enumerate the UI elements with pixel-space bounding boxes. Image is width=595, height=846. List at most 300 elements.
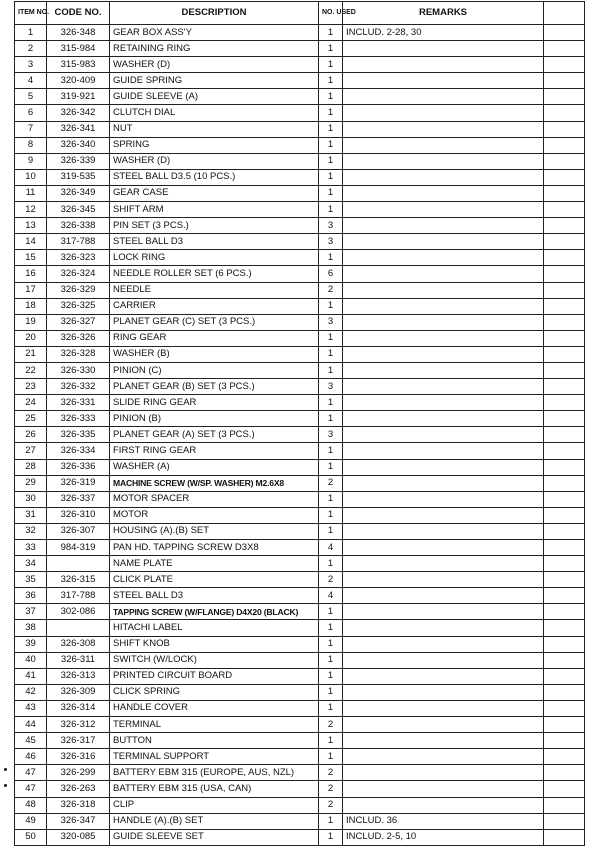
- bullet-mark: [4, 784, 7, 787]
- item-no-cell: 41: [15, 668, 47, 684]
- no-used-cell: 2: [319, 475, 343, 491]
- table-row: [15, 765, 585, 781]
- table-row: [15, 202, 585, 218]
- no-used-cell: 1: [319, 41, 343, 57]
- remarks-cell: [343, 781, 544, 797]
- table-row: [15, 169, 585, 185]
- item-no-cell: 40: [15, 652, 47, 668]
- item-no-cell: 10: [15, 169, 47, 185]
- no-used-cell: 1: [319, 330, 343, 346]
- remarks-cell: [343, 620, 544, 636]
- item-no-cell: 20: [15, 330, 47, 346]
- description-cell: BATTERY EBM 315 (USA, CAN): [110, 781, 319, 797]
- item-no-cell: 22: [15, 362, 47, 378]
- description-cell: GUIDE SPRING: [110, 73, 319, 89]
- remarks-cell: [343, 185, 544, 201]
- table-row: [15, 459, 585, 475]
- remarks-cell: [343, 282, 544, 298]
- table-row: [15, 781, 585, 797]
- code-no-cell: 326-326: [47, 330, 110, 346]
- table-row: [15, 185, 585, 201]
- code-no-cell: 326-339: [47, 153, 110, 169]
- description-cell: HANDLE COVER: [110, 700, 319, 716]
- no-used-cell: 2: [319, 765, 343, 781]
- description-cell: PINION (C): [110, 362, 319, 378]
- item-no-cell: 47: [15, 765, 47, 781]
- table-row: [15, 540, 585, 556]
- item-no-cell: 21: [15, 346, 47, 362]
- code-no-cell: 326-335: [47, 427, 110, 443]
- remarks-cell: [343, 507, 544, 523]
- blank-cell: [544, 218, 585, 234]
- description-cell: WASHER (B): [110, 346, 319, 362]
- item-no-cell: 19: [15, 314, 47, 330]
- code-no-cell: 326-342: [47, 105, 110, 121]
- description-cell: RING GEAR: [110, 330, 319, 346]
- blank-cell: [544, 829, 585, 845]
- code-no-cell: 326-331: [47, 395, 110, 411]
- description-cell: PINION (B): [110, 411, 319, 427]
- blank-cell: [544, 330, 585, 346]
- table-row: [15, 733, 585, 749]
- description-cell: CARRIER: [110, 298, 319, 314]
- item-no-cell: 37: [15, 604, 47, 620]
- blank-cell: [544, 379, 585, 395]
- no-used-cell: 1: [319, 411, 343, 427]
- blank-cell: [544, 540, 585, 556]
- description-cell: STEEL BALL D3: [110, 234, 319, 250]
- table-row: [15, 572, 585, 588]
- code-no-cell: 326-311: [47, 652, 110, 668]
- item-no-cell: 7: [15, 121, 47, 137]
- blank-cell: [544, 475, 585, 491]
- remarks-cell: [343, 797, 544, 813]
- code-no-cell: 326-314: [47, 700, 110, 716]
- no-used-cell: 1: [319, 89, 343, 105]
- no-used-cell: 1: [319, 105, 343, 121]
- code-no-cell: 326-347: [47, 813, 110, 829]
- no-used-cell: 1: [319, 346, 343, 362]
- blank-cell: [544, 73, 585, 89]
- description-cell: PRINTED CIRCUIT BOARD: [110, 668, 319, 684]
- parts-list-table: [14, 1, 585, 846]
- remarks-cell: [343, 427, 544, 443]
- blank-cell: [544, 250, 585, 266]
- remarks-cell: [343, 636, 544, 652]
- table-row: [15, 395, 585, 411]
- table-row: [15, 652, 585, 668]
- blank-cell: [544, 507, 585, 523]
- description-cell: PIN SET (3 PCS.): [110, 218, 319, 234]
- code-no-cell: 326-315: [47, 572, 110, 588]
- blank-cell: [544, 781, 585, 797]
- no-used-cell: 1: [319, 57, 343, 73]
- blank-cell: [544, 427, 585, 443]
- table-row: [15, 507, 585, 523]
- description-cell: BUTTON: [110, 733, 319, 749]
- table-row: [15, 346, 585, 362]
- blank-cell: [544, 556, 585, 572]
- remarks-cell: [343, 475, 544, 491]
- table-row: [15, 298, 585, 314]
- description-cell: STEEL BALL D3.5 (10 PCS.): [110, 169, 319, 185]
- table-row: [15, 234, 585, 250]
- remarks-cell: [343, 121, 544, 137]
- remarks-cell: [343, 588, 544, 604]
- table-row: [15, 684, 585, 700]
- table-row: [15, 314, 585, 330]
- table-row: [15, 89, 585, 105]
- table-header: [15, 2, 585, 25]
- table-row: [15, 379, 585, 395]
- item-no-cell: 49: [15, 813, 47, 829]
- item-no-cell: 28: [15, 459, 47, 475]
- no-used-cell: 1: [319, 733, 343, 749]
- no-used-cell: 3: [319, 427, 343, 443]
- description-cell: WASHER (D): [110, 153, 319, 169]
- blank-cell: [544, 185, 585, 201]
- table-row: [15, 57, 585, 73]
- no-used-cell: 1: [319, 169, 343, 185]
- table-row: [15, 121, 585, 137]
- table-row: [15, 41, 585, 57]
- blank-cell: [544, 105, 585, 121]
- remarks-cell: [343, 346, 544, 362]
- description-cell: MACHINE SCREW (W/SP. WASHER) M2.6X8: [110, 475, 319, 491]
- header-row: [15, 2, 585, 25]
- no-used-cell: 1: [319, 443, 343, 459]
- table-row: [15, 475, 585, 491]
- no-used-cell: 1: [319, 523, 343, 539]
- remarks-cell: [343, 395, 544, 411]
- item-no-cell: 45: [15, 733, 47, 749]
- remarks-cell: [343, 298, 544, 314]
- header-no-used: NO. USED: [319, 2, 343, 25]
- blank-cell: [544, 620, 585, 636]
- code-no-cell: 326-340: [47, 137, 110, 153]
- no-used-cell: 1: [319, 700, 343, 716]
- table-row: [15, 588, 585, 604]
- blank-cell: [544, 749, 585, 765]
- item-no-cell: 47: [15, 781, 47, 797]
- no-used-cell: 1: [319, 684, 343, 700]
- description-cell: NAME PLATE: [110, 556, 319, 572]
- code-no-cell: 326-312: [47, 717, 110, 733]
- description-cell: SPRING: [110, 137, 319, 153]
- description-cell: MOTOR: [110, 507, 319, 523]
- table-body: [15, 25, 585, 846]
- remarks-cell: [343, 749, 544, 765]
- no-used-cell: 4: [319, 588, 343, 604]
- code-no-cell: 326-327: [47, 314, 110, 330]
- code-no-cell: 315-984: [47, 41, 110, 57]
- remarks-cell: [343, 250, 544, 266]
- bullet-mark: [4, 768, 7, 771]
- header-item-no: ITEM NO.: [15, 2, 47, 25]
- blank-cell: [544, 604, 585, 620]
- item-no-cell: 46: [15, 749, 47, 765]
- blank-cell: [544, 491, 585, 507]
- code-no-cell: 326-316: [47, 749, 110, 765]
- remarks-cell: [343, 218, 544, 234]
- no-used-cell: 1: [319, 668, 343, 684]
- blank-cell: [544, 298, 585, 314]
- header-code-no: CODE NO.: [47, 2, 110, 25]
- no-used-cell: 4: [319, 540, 343, 556]
- code-no-cell: 326-333: [47, 411, 110, 427]
- remarks-cell: [343, 89, 544, 105]
- remarks-cell: [343, 330, 544, 346]
- code-no-cell: 326-310: [47, 507, 110, 523]
- code-no-cell: 326-328: [47, 346, 110, 362]
- item-no-cell: 3: [15, 57, 47, 73]
- table-row: [15, 330, 585, 346]
- item-no-cell: 5: [15, 89, 47, 105]
- description-cell: NUT: [110, 121, 319, 137]
- remarks-cell: [343, 57, 544, 73]
- description-cell: CLICK SPRING: [110, 684, 319, 700]
- description-cell: SWITCH (W/LOCK): [110, 652, 319, 668]
- remarks-cell: [343, 137, 544, 153]
- header-blank: [544, 2, 585, 25]
- blank-cell: [544, 443, 585, 459]
- blank-cell: [544, 572, 585, 588]
- table-row: [15, 668, 585, 684]
- description-cell: BATTERY EBM 315 (EUROPE, AUS, NZL): [110, 765, 319, 781]
- code-no-cell: 326-319: [47, 475, 110, 491]
- remarks-cell: [343, 443, 544, 459]
- blank-cell: [544, 733, 585, 749]
- description-cell: NEEDLE: [110, 282, 319, 298]
- item-no-cell: 43: [15, 700, 47, 716]
- item-no-cell: 16: [15, 266, 47, 282]
- blank-cell: [544, 588, 585, 604]
- code-no-cell: 326-349: [47, 185, 110, 201]
- blank-cell: [544, 282, 585, 298]
- no-used-cell: 3: [319, 314, 343, 330]
- code-no-cell: 326-308: [47, 636, 110, 652]
- blank-cell: [544, 169, 585, 185]
- code-no-cell: 319-921: [47, 89, 110, 105]
- remarks-cell: [343, 668, 544, 684]
- item-no-cell: 17: [15, 282, 47, 298]
- remarks-cell: [343, 700, 544, 716]
- code-no-cell: 302-086: [47, 604, 110, 620]
- no-used-cell: 1: [319, 507, 343, 523]
- code-no-cell: 326-337: [47, 491, 110, 507]
- table-row: [15, 411, 585, 427]
- remarks-cell: [343, 411, 544, 427]
- no-used-cell: 3: [319, 234, 343, 250]
- code-no-cell: [47, 556, 110, 572]
- description-cell: PLANET GEAR (C) SET (3 PCS.): [110, 314, 319, 330]
- no-used-cell: 1: [319, 829, 343, 845]
- code-no-cell: [47, 620, 110, 636]
- item-no-cell: 32: [15, 523, 47, 539]
- no-used-cell: 1: [319, 491, 343, 507]
- code-no-cell: 315-983: [47, 57, 110, 73]
- code-no-cell: 326-329: [47, 282, 110, 298]
- blank-cell: [544, 89, 585, 105]
- code-no-cell: 326-307: [47, 523, 110, 539]
- description-cell: GEAR BOX ASS'Y: [110, 25, 319, 41]
- item-no-cell: 14: [15, 234, 47, 250]
- blank-cell: [544, 765, 585, 781]
- item-no-cell: 15: [15, 250, 47, 266]
- item-no-cell: 31: [15, 507, 47, 523]
- code-no-cell: 326-334: [47, 443, 110, 459]
- blank-cell: [544, 41, 585, 57]
- item-no-cell: 44: [15, 717, 47, 733]
- no-used-cell: 1: [319, 25, 343, 41]
- code-no-cell: 326-338: [47, 218, 110, 234]
- no-used-cell: 1: [319, 813, 343, 829]
- blank-cell: [544, 25, 585, 41]
- code-no-cell: 326-263: [47, 781, 110, 797]
- no-used-cell: 1: [319, 298, 343, 314]
- table-row: [15, 717, 585, 733]
- blank-cell: [544, 266, 585, 282]
- header-description: DESCRIPTION: [110, 2, 319, 25]
- blank-cell: [544, 523, 585, 539]
- item-no-cell: 24: [15, 395, 47, 411]
- table-row: [15, 523, 585, 539]
- remarks-cell: [343, 314, 544, 330]
- table-row: [15, 153, 585, 169]
- description-cell: HOUSING (A).(B) SET: [110, 523, 319, 539]
- table-row: [15, 105, 585, 121]
- item-no-cell: 27: [15, 443, 47, 459]
- description-cell: STEEL BALL D3: [110, 588, 319, 604]
- no-used-cell: 3: [319, 379, 343, 395]
- remarks-cell: INCLUD. 2-5, 10: [343, 829, 544, 845]
- blank-cell: [544, 137, 585, 153]
- code-no-cell: 320-409: [47, 73, 110, 89]
- remarks-cell: [343, 491, 544, 507]
- item-no-cell: 23: [15, 379, 47, 395]
- table-row: [15, 362, 585, 378]
- description-cell: HITACHI LABEL: [110, 620, 319, 636]
- blank-cell: [544, 153, 585, 169]
- description-cell: CLICK PLATE: [110, 572, 319, 588]
- description-cell: LOCK RING: [110, 250, 319, 266]
- code-no-cell: 326-317: [47, 733, 110, 749]
- description-cell: RETAINING RING: [110, 41, 319, 57]
- description-cell: PLANET GEAR (B) SET (3 PCS.): [110, 379, 319, 395]
- blank-cell: [544, 684, 585, 700]
- item-no-cell: 8: [15, 137, 47, 153]
- code-no-cell: 326-324: [47, 266, 110, 282]
- remarks-cell: [343, 41, 544, 57]
- remarks-cell: [343, 684, 544, 700]
- item-no-cell: 42: [15, 684, 47, 700]
- header-remarks: REMARKS: [343, 2, 544, 25]
- remarks-cell: [343, 153, 544, 169]
- description-cell: FIRST RING GEAR: [110, 443, 319, 459]
- code-no-cell: 326-341: [47, 121, 110, 137]
- remarks-cell: [343, 266, 544, 282]
- item-no-cell: 1: [15, 25, 47, 41]
- table-row: [15, 250, 585, 266]
- remarks-cell: [343, 105, 544, 121]
- no-used-cell: 1: [319, 202, 343, 218]
- item-no-cell: 9: [15, 153, 47, 169]
- description-cell: CLIP: [110, 797, 319, 813]
- blank-cell: [544, 652, 585, 668]
- remarks-cell: [343, 362, 544, 378]
- remarks-cell: [343, 234, 544, 250]
- item-no-cell: 38: [15, 620, 47, 636]
- code-no-cell: 326-309: [47, 684, 110, 700]
- code-no-cell: 317-788: [47, 588, 110, 604]
- code-no-cell: 326-318: [47, 797, 110, 813]
- no-used-cell: 1: [319, 185, 343, 201]
- no-used-cell: 1: [319, 153, 343, 169]
- blank-cell: [544, 346, 585, 362]
- no-used-cell: 2: [319, 717, 343, 733]
- remarks-cell: [343, 572, 544, 588]
- blank-cell: [544, 459, 585, 475]
- item-no-cell: 36: [15, 588, 47, 604]
- code-no-cell: 326-325: [47, 298, 110, 314]
- table-row: [15, 73, 585, 89]
- blank-cell: [544, 314, 585, 330]
- code-no-cell: 326-323: [47, 250, 110, 266]
- remarks-cell: [343, 169, 544, 185]
- code-no-cell: 319-535: [47, 169, 110, 185]
- item-no-cell: 4: [15, 73, 47, 89]
- item-no-cell: 35: [15, 572, 47, 588]
- blank-cell: [544, 395, 585, 411]
- item-no-cell: 13: [15, 218, 47, 234]
- blank-cell: [544, 813, 585, 829]
- remarks-cell: [343, 717, 544, 733]
- no-used-cell: 2: [319, 797, 343, 813]
- blank-cell: [544, 668, 585, 684]
- no-used-cell: 1: [319, 250, 343, 266]
- description-cell: NEEDLE ROLLER SET (6 PCS.): [110, 266, 319, 282]
- no-used-cell: 1: [319, 652, 343, 668]
- remarks-cell: INCLUD. 2-28, 30: [343, 25, 544, 41]
- no-used-cell: 1: [319, 395, 343, 411]
- blank-cell: [544, 717, 585, 733]
- description-cell: WASHER (D): [110, 57, 319, 73]
- code-no-cell: 326-336: [47, 459, 110, 475]
- blank-cell: [544, 700, 585, 716]
- no-used-cell: 1: [319, 137, 343, 153]
- table-row: [15, 218, 585, 234]
- no-used-cell: 1: [319, 121, 343, 137]
- no-used-cell: 1: [319, 73, 343, 89]
- code-no-cell: 326-330: [47, 362, 110, 378]
- table-row: [15, 443, 585, 459]
- no-used-cell: 1: [319, 749, 343, 765]
- item-no-cell: 26: [15, 427, 47, 443]
- description-cell: CLUTCH DIAL: [110, 105, 319, 121]
- item-no-cell: 2: [15, 41, 47, 57]
- no-used-cell: 2: [319, 572, 343, 588]
- table-row: [15, 427, 585, 443]
- description-cell: TAPPING SCREW (W/FLANGE) D4X20 (BLACK): [110, 604, 319, 620]
- description-cell: WASHER (A): [110, 459, 319, 475]
- table-row: [15, 700, 585, 716]
- description-cell: PAN HD. TAPPING SCREW D3X8: [110, 540, 319, 556]
- table-row: [15, 556, 585, 572]
- description-cell: TERMINAL SUPPORT: [110, 749, 319, 765]
- item-no-cell: 25: [15, 411, 47, 427]
- description-cell: PLANET GEAR (A) SET (3 PCS.): [110, 427, 319, 443]
- no-used-cell: 1: [319, 636, 343, 652]
